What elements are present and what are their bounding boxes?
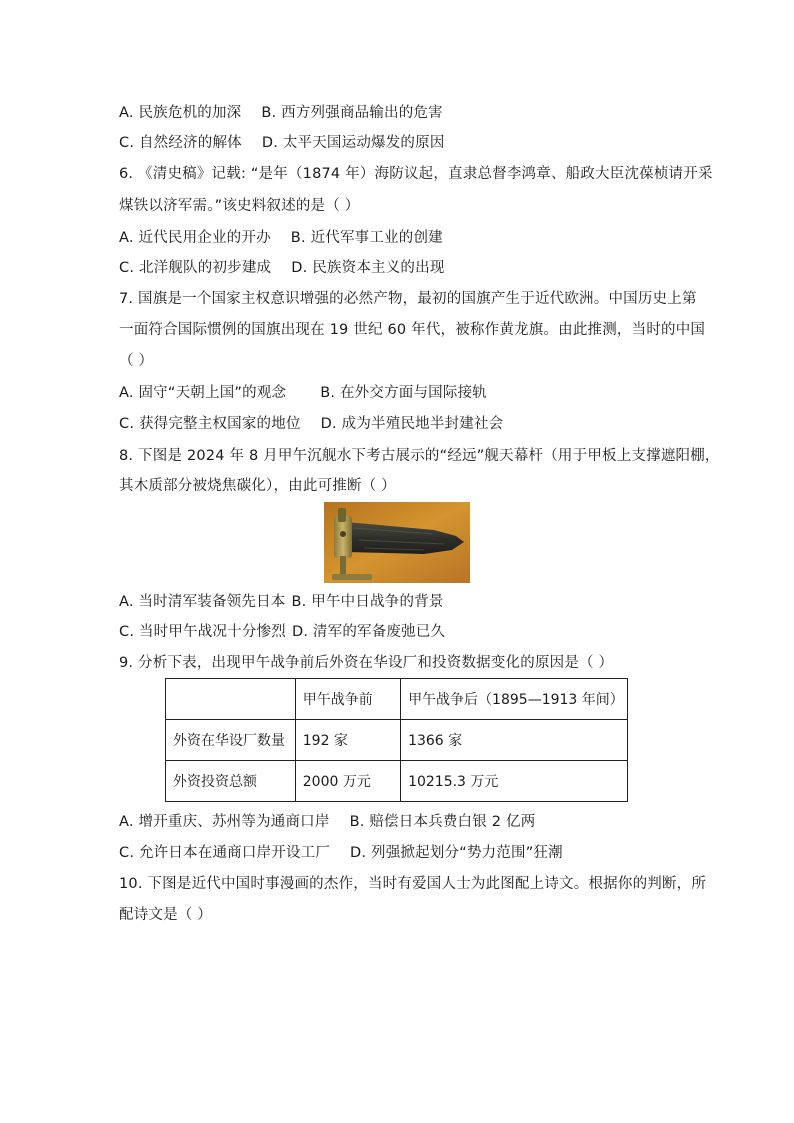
awning-pole-artifact-photo (324, 502, 470, 583)
q7-stem-line-1: 7. 国旗是一个国家主权意识增强的必然产物，最初的国旗产生于近代欧洲。中国历史上第 (119, 291, 697, 307)
table-header-cell (166, 679, 296, 720)
artifact-illustration (324, 502, 470, 583)
q7-stem-line-2: 一面符合国际惯例的国旗出现在 19 世纪 60 年代，被称作黄龙旗。由此推测，当时的中国 (119, 322, 706, 338)
q7-options-row-1 (119, 383, 487, 403)
table-cell: 192 家 (295, 720, 400, 761)
q7-stem-line-3: （ ） (119, 353, 154, 369)
table-header-row (166, 679, 628, 720)
q5-option-b: B. 西方列强商品输出的危害 (261, 105, 443, 121)
q6-option-b: B. 近代军事工业的创建 (290, 230, 443, 246)
q6-options-row-2 (119, 258, 445, 278)
q7-option-a: A. 固守“天朝上国”的观念 (119, 385, 287, 401)
table-cell: 10215.3 万元 (401, 761, 628, 802)
q5-options-row-2 (119, 133, 445, 153)
q8-stem-line-2: 其木质部分被烧焦碳化），由此可推断（ ） (119, 478, 396, 494)
q8-option-b: B. 甲午中日战争的背景 (291, 594, 444, 610)
q6-option-c: C. 北洋舰队的初步建成 (119, 260, 272, 276)
q9-option-b: B. 赔偿日本兵费白银 2 亿两 (349, 814, 536, 830)
q7-option-c: C. 获得完整主权国家的地位 (119, 416, 301, 432)
q10-stem-line-2: 配诗文是（ ） (119, 907, 213, 923)
q8-option-d: D. 清军的军备废弛已久 (291, 624, 446, 640)
table-row (166, 720, 628, 761)
foreign-investment-table (165, 678, 628, 802)
q6-stem-line-2: 煤铁以济军需。”该史料叙述的是（ ） (119, 198, 360, 214)
q9-stem: 9. 分析下表，出现甲午战争前后外资在华设厂和投资数据变化的原因是（ ） (119, 655, 614, 671)
table-header-cell: 甲午战争前 (295, 679, 400, 720)
table-header-cell: 甲午战争后（1895—1913 年间） (401, 679, 628, 720)
q9-options-row-1 (119, 812, 535, 832)
q9-option-c: C. 允许日本在通商口岸开设工厂 (119, 845, 331, 861)
q6-options-row-1 (119, 228, 443, 248)
q8-option-a: A. 当时清军装备领先日本 (119, 594, 286, 610)
q5-options-row-1 (119, 103, 443, 123)
q8-options-row-2 (119, 622, 445, 642)
table-row (166, 761, 628, 802)
q6-option-d: D. 民族资本主义的出现 (291, 260, 445, 276)
q8-stem-line-1: 8. 下图是 2024 年 8 月甲午沉舰水下考古展示的“经远”舰天幕杆（用于甲板上支撑遮阳棚， (119, 448, 720, 464)
q5-option-a: A. 民族危机的加深 (119, 105, 242, 121)
q5-option-d: D. 太平天国运动爆发的原因 (261, 135, 445, 151)
q6-stem-line-1: 6. 《清史稿》记载: “是年（1874 年）海防议起，直隶总督李鸿章、船政大臣沈葆桢请开采 (119, 166, 713, 182)
q8-options-row-1 (119, 592, 444, 612)
q9-option-d: D. 列强掀起划分“势力范围”狂潮 (350, 845, 563, 861)
table-cell: 外资投资总额 (166, 761, 296, 802)
q8-option-c: C. 当时甲午战况十分惨烈 (119, 624, 286, 640)
q10-stem-line-1: 10. 下图是近代中国时事漫画的杰作，当时有爱国人士为此图配上诗文。根据你的判断，所 (119, 876, 707, 892)
q7-option-d: D. 成为半殖民地半封建社会 (320, 416, 504, 432)
table-cell: 外资在华设厂数量 (166, 720, 296, 761)
q7-option-b: B. 在外交方面与国际接轨 (320, 385, 487, 401)
q9-options-row-2 (119, 843, 563, 863)
table-cell: 2000 万元 (295, 761, 400, 802)
q9-option-a: A. 增开重庆、苏州等为通商口岸 (119, 814, 330, 830)
q6-option-a: A. 近代民用企业的开办 (119, 230, 271, 246)
table-cell: 1366 家 (401, 720, 628, 761)
q7-options-row-2 (119, 414, 503, 434)
q5-option-c: C. 自然经济的解体 (119, 135, 242, 151)
